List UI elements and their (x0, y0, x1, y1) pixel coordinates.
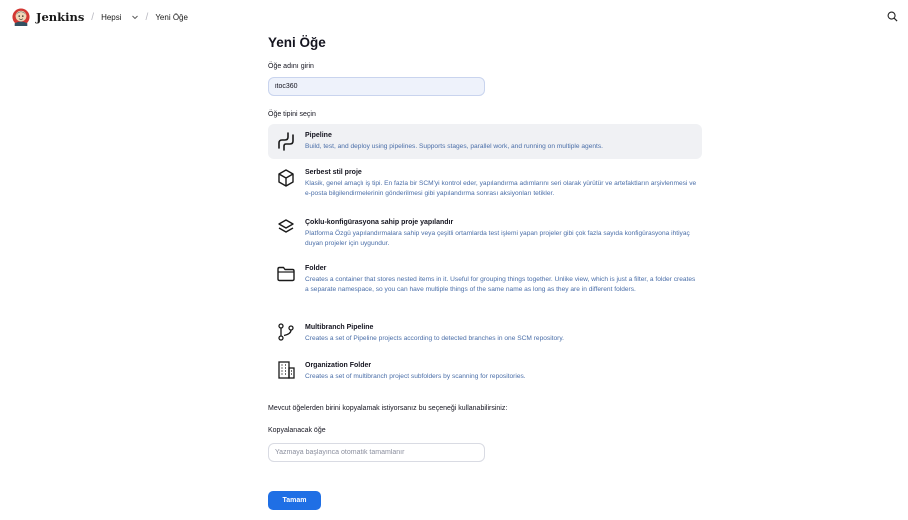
folder-icon (276, 264, 296, 284)
type-name: Multibranch Pipeline (305, 324, 374, 331)
pipeline-icon (276, 131, 296, 151)
copy-from-input[interactable] (268, 443, 485, 462)
chevron-down-icon[interactable] (131, 13, 139, 21)
type-option-multibranch[interactable] (268, 321, 702, 347)
type-description: Build, test, and deploy using pipelines. Supports stages, parallel work, and running on multiple agents. (305, 143, 604, 150)
breadcrumb-all[interactable]: Hepsi (101, 12, 122, 22)
jenkins-logo-icon (12, 8, 30, 26)
type-option-organization-folder[interactable] (268, 359, 702, 387)
type-name: Serbest stil proje (305, 169, 362, 176)
git-branch-icon (276, 322, 296, 342)
layers-icon (276, 217, 296, 237)
search-icon[interactable] (887, 11, 898, 22)
item-name-label: Öğe adını girin (268, 63, 314, 70)
breadcrumb-new-item[interactable]: Yeni Öğe (155, 12, 188, 22)
ok-button[interactable]: Tamam (268, 491, 321, 510)
copy-hint: Mevcut öğelerden birini kopyalamak istiyorsanız bu seçeneği kullanabilirsiniz: (268, 405, 508, 412)
jenkins-home-link[interactable] (12, 8, 84, 26)
type-option-folder[interactable] (268, 263, 702, 309)
item-type-label: Öğe tipini seçin (268, 111, 316, 118)
type-description: Creates a set of Pipeline projects according to detected branches in one SCM repository. (305, 335, 565, 342)
type-option-multi-config[interactable] (268, 215, 702, 255)
type-name: Folder (305, 265, 327, 272)
brand-name: Jenkins (36, 10, 85, 24)
copy-from-label: Kopyalanacak öğe (268, 427, 326, 434)
type-option-pipeline[interactable] (268, 124, 702, 159)
item-name-input[interactable] (268, 77, 485, 96)
type-name: Pipeline (305, 132, 332, 139)
breadcrumb-separator: / (145, 11, 149, 23)
page-title: Yeni Öğe (268, 35, 326, 50)
package-icon (276, 168, 296, 188)
type-description: Creates a set of multibranch project subfolders by scanning for repositories. (305, 373, 526, 380)
building-icon (276, 360, 296, 380)
type-description: Platforma Özgü yapılandırmalara sahip veya çeşitli ortamlarda test işlemi yapan projeler gibi çok fazla sayıda konfigürasyona ihtiyaç duyan projeler için uygundur. (305, 230, 690, 247)
top-bar (0, 0, 908, 34)
breadcrumb-separator: / (91, 11, 95, 23)
type-name: Çoklu-konfigürasyona sahip proje yapılandır (305, 219, 454, 226)
type-option-freestyle[interactable] (268, 166, 702, 206)
type-description: Klasik, genel amaçlı iş tipi. En fazla bir SCM'yi kontrol eder, yapılandırma adımlarını seri olarak yürütür ve artefaktların arşivlenmesi ve e-posta bilgilendirmelerinin gönderilmesi gibi yapılandırma sonrası aksiyonları tetikler. (305, 180, 697, 197)
type-name: Organization Folder (305, 362, 372, 369)
type-description: Creates a container that stores nested items in it. Useful for grouping things together. Unlike view, which is just a filter, a folder creates a separate namespace, so you can have multiple things of the same name as long as they are in different folders. (305, 276, 696, 293)
